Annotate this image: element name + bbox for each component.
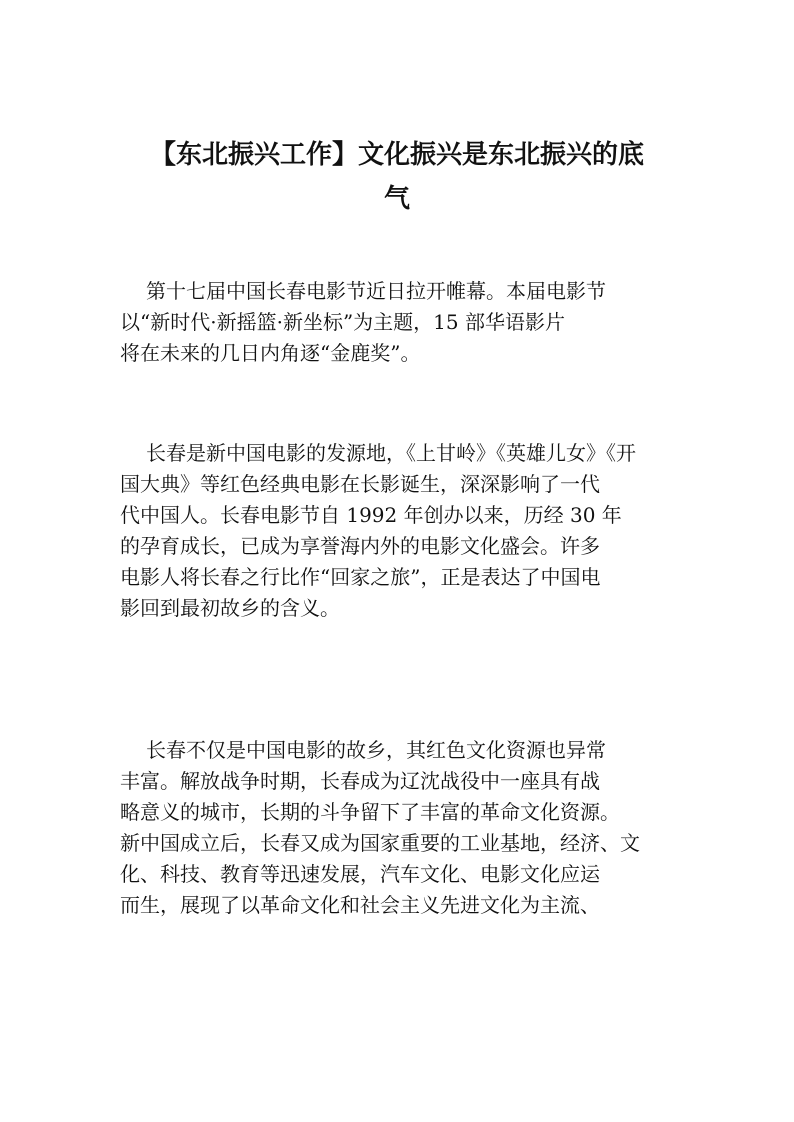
paragraph-line: 长春是新中国电影的发源地，《上甘岭》《英雄儿女》《开 (146, 441, 636, 465)
paragraph-line: 电影人将长春之行比作“回家之旅”，正是表达了中国电 (120, 565, 601, 589)
paragraph-line: 长春不仅是中国电影的故乡，其红色文化资源也异常 (146, 738, 606, 762)
paragraph-line: 将在未来的几日内角逐“金鹿奖”。 (120, 341, 421, 365)
title-line: 气 (383, 184, 410, 214)
document-title (110, 133, 684, 221)
paragraph-line: 丰富。解放战争时期，长春成为辽沈战役中一座具有战 (120, 769, 600, 793)
paragraph-line: 第十七届中国长春电影节近日拉开帷幕。本届电影节 (146, 279, 606, 303)
paragraph-line: 化、科技、教育等迅速发展，汽车文化、电影文化应运 (120, 862, 600, 886)
paragraph-line: 影回到最初故乡的含义。 (120, 596, 340, 620)
paragraph-line: 略意义的城市，长期的斗争留下了丰富的革命文化资源。 (120, 800, 620, 824)
paragraph (120, 438, 690, 624)
paragraph-line: 以“新时代·新摇篮·新坐标”为主题，15 部华语影片 (120, 310, 565, 334)
paragraph (120, 735, 690, 921)
title-line: 【东北振兴工作】文化振兴是东北振兴的底 (149, 140, 644, 170)
paragraph-line: 而生，展现了以革命文化和社会主义先进文化为主流、 (120, 893, 600, 917)
paragraph-line: 新中国成立后，长春又成为国家重要的工业基地，经济、文 (120, 831, 640, 855)
paragraph-line: 国大典》等红色经典电影在长影诞生，深深影响了一代 (120, 472, 600, 496)
paragraph-line: 的孕育成长，已成为享誉海内外的电影文化盛会。许多 (120, 534, 600, 558)
paragraph (120, 276, 690, 369)
paragraph-line: 代中国人。长春电影节自 1992 年创办以来，历经 30 年 (120, 503, 622, 527)
